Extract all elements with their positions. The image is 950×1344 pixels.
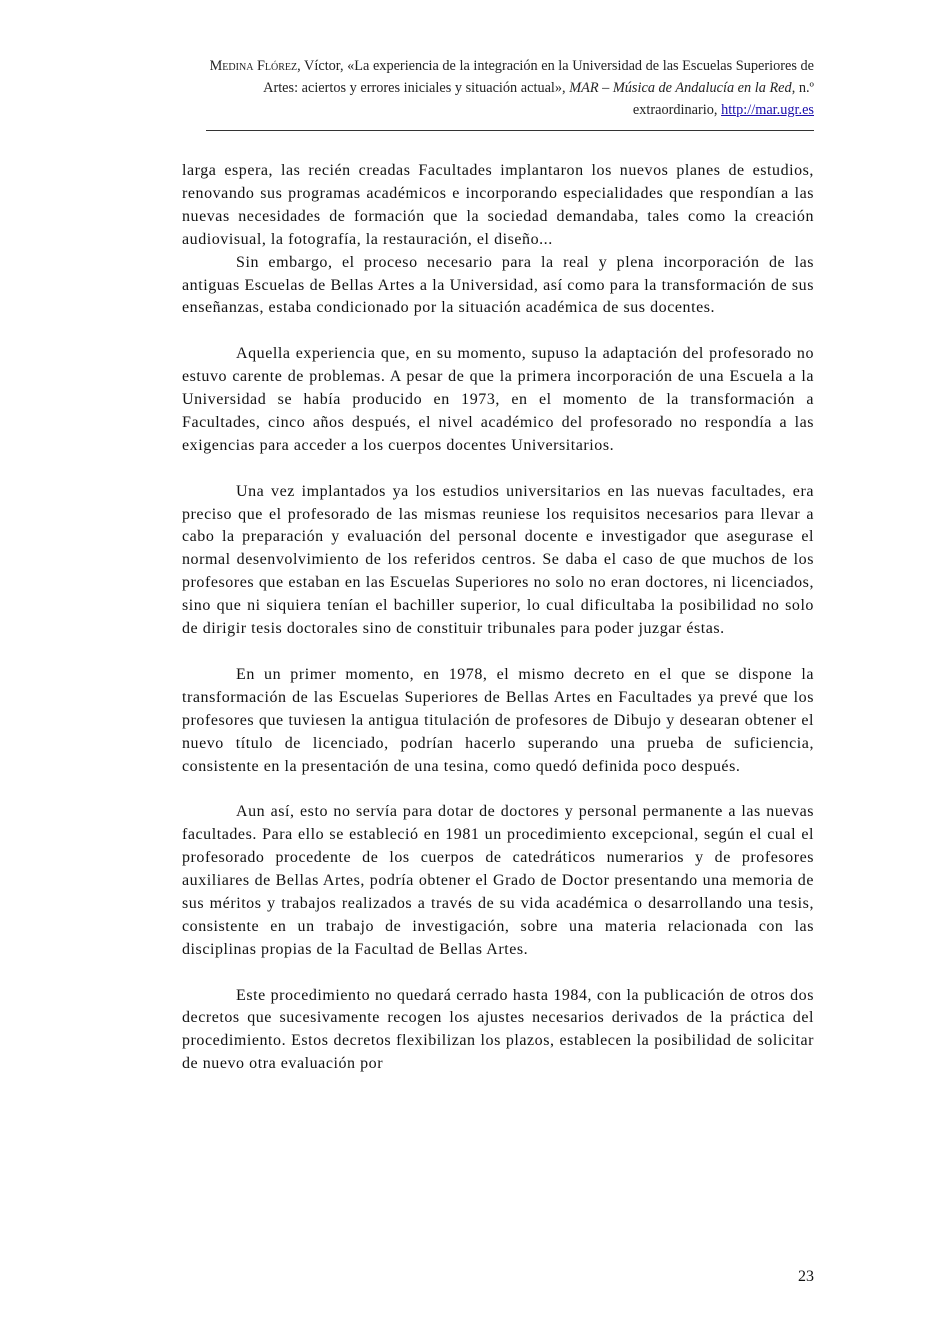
- body-paragraph-6: Aun así, esto no servía para dotar de doctores y personal permanente a las nuevas facultades. Para ello se estableció en 1981 un procedimiento excepcional, según el cual el profesorado procedente de los cuerpos de catedráticos numerarios y de profesores auxiliares de Bellas Artes, podría obtener el Grado de Doctor presentando una memoria de sus méritos y trabajos realizados a través de su vida académica o desarrollando una tesis, consistente en un trabajo de investigación, sobre una materia relacionada con las disciplinas propias de la Facultad de Bellas Artes.: [182, 803, 814, 958]
- body-paragraph-5: En un primer momento, en 1978, el mismo decreto en el que se dispone la transformación de las Escuelas Superiores de Bellas Artes en Facultades ya prevé que los profesores que tuviesen la antigua titulación de profesores de Dibujo y desearan obtener el nuevo título de licenciado, podrían hacerlo superando una prueba de suficiencia, consistente en la presentación de una tesina, como quedó definida poco después.: [182, 665, 814, 775]
- page-number: 23: [798, 1268, 814, 1285]
- header-journal-title: MAR – Música de Andalucía en la Red: [569, 80, 792, 96]
- body-paragraph-1: larga espera, las recién creadas Facultades implantaron los nuevos planes de estudios, renovando sus programas académicos e incorporando especialidades que respondían a las nuevas necesidades de formación que la sociedad demandaba, tales como la creación audiovisual, la fotografía, la restauración, el diseño...: [182, 162, 814, 248]
- header-article-title: , Víctor, «La experiencia de la integración en la Universidad de las Escuelas Superiores de Artes: aciertos y errores iniciales y situación actual»,: [263, 58, 814, 96]
- body-paragraph-3: Aquella experiencia que, en su momento, supuso la adaptación del profesorado no estuvo carente de problemas. A pesar de que la primera incorporación de una Escuela a la Universidad se había producido en 1973, en el momento de la transformación a Facultades, cinco años después, el nivel académico del profesorado no respondía a las exigencias para acceder a los cuerpos docentes Universitarios.: [182, 345, 814, 454]
- body-paragraph-2: Sin embargo, el proceso necesario para la real y plena incorporación de las antiguas Escuelas de Bellas Artes a la Universidad, así como para la transformación de sus enseñanzas, estaba condicionado por la situación académica de sus docentes.: [182, 253, 814, 317]
- header-divider: [206, 130, 814, 131]
- header-issue: , n.º extraordinario,: [632, 80, 814, 118]
- header-journal-link[interactable]: http://mar.ugr.es: [721, 102, 814, 118]
- body-paragraph-4: Una vez implantados ya los estudios universitarios en las nuevas facultades, era preciso que el profesorado de las mismas reuniese los requisitos necesarios para llevar a cabo la preparación y evaluación del personal docente e investigador que asegurase el normal desenvolvimiento de los referidos centros. Se daba el caso de que muchos de los profesores que estaban en las Escuelas Superiores no solo no eran doctores, ni licenciados, sino que ni siquiera tenían el bachiller superior, lo cual dificultaba la posibilidad no solo de dirigir tesis doctorales sino de constituir tribunales para poder juzgar éstas.: [182, 482, 814, 638]
- header-author-surname: Medina Flórez: [209, 58, 298, 74]
- running-header-citation: [182, 55, 814, 121]
- article-body: [182, 160, 814, 1076]
- body-paragraph-7: Este procedimiento no quedará cerrado hasta 1984, con la publicación de otros dos decretos que sucesivamente recogen los ajustes necesarios derivados de la práctica del procedimiento. Estos decretos flexibilizan los plazos, establecen la posibilidad de solicitar de nuevo otra evaluación por: [182, 986, 814, 1073]
